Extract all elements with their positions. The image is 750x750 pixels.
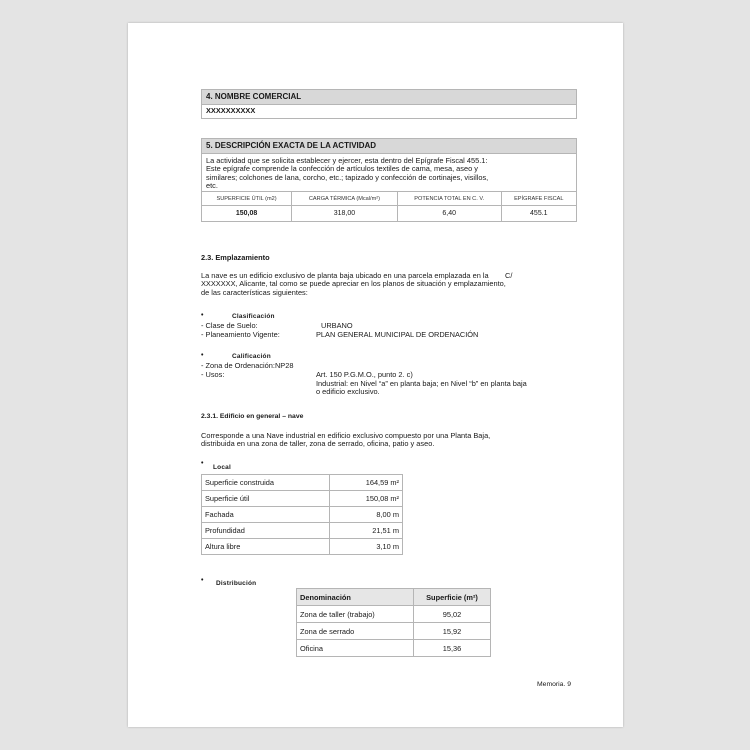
local-label-cell: Profundidad xyxy=(202,523,330,539)
edificio-heading: 2.3.1. Edificio en general – nave xyxy=(201,413,304,420)
distribucion-label-cell: Oficina xyxy=(297,640,414,657)
local-label-cell: Superficie construida xyxy=(202,475,330,491)
activity-header-cell: CARGA TÉRMICA (Mcal/m²) xyxy=(292,192,398,206)
section-descripcion-actividad xyxy=(201,138,577,222)
edificio-paragraph xyxy=(201,432,581,449)
local-value-cell: 150,08 m² xyxy=(330,491,403,507)
activity-description xyxy=(202,154,576,191)
local-label-cell: Fachada xyxy=(202,507,330,523)
activity-header-cell: POTENCIA TOTAL EN C. V. xyxy=(397,192,501,206)
paragraph-line: La nave es un edificio exclusivo de planta baja ubicado en una parcela emplazada en la C/ xyxy=(201,271,513,280)
section-4-title: 4. NOMBRE COMERCIAL xyxy=(202,90,576,105)
emplazamiento-paragraph xyxy=(201,272,581,297)
nombre-comercial-value: XXXXXXXXXX xyxy=(206,106,256,115)
bullet-icon: • xyxy=(201,352,204,359)
activity-value-cell: 318,00 xyxy=(292,206,398,222)
distribucion-table xyxy=(296,588,491,657)
planeamiento-label: - Planeamiento Vigente: xyxy=(201,330,280,339)
table-row xyxy=(202,507,403,523)
activity-header-cell: EPÍGRAFE FISCAL xyxy=(501,192,576,206)
bullet-icon: • xyxy=(201,577,204,584)
emplazamiento-heading: 2.3. Emplazamiento xyxy=(201,253,270,262)
activity-table xyxy=(202,191,576,221)
table-row xyxy=(297,623,491,640)
description-line: similares; colchones de lana, corcho, etc.; tapizado y confección de cortinajes, visillos, xyxy=(206,172,489,182)
distribucion-heading: Distribución xyxy=(216,580,257,587)
clasificacion-heading: Clasificación xyxy=(232,313,275,320)
paragraph-line: Corresponde a una Nave industrial en edificio exclusivo compuesto por una Planta Baja, xyxy=(201,431,491,440)
distribucion-label-cell: Zona de serrado xyxy=(297,623,414,640)
distribucion-header-cell: Superficie (m²) xyxy=(414,589,491,606)
paragraph-line: de las características siguientes: xyxy=(201,287,308,297)
distribucion-value-cell: 15,92 xyxy=(414,623,491,640)
table-row xyxy=(297,589,491,606)
distribucion-header-cell: Denominación xyxy=(297,589,414,606)
page-footer: Memoria. 9 xyxy=(537,681,571,688)
local-value-cell: 8,00 m xyxy=(330,507,403,523)
clase-suelo-label: - Clase de Suelo: xyxy=(201,321,258,330)
table-row xyxy=(297,640,491,657)
document-page xyxy=(128,23,623,727)
distribucion-value-cell: 15,36 xyxy=(414,640,491,657)
usos-line: Art. 150 P.G.M.O., punto 2. c) xyxy=(316,370,413,379)
activity-value-cell: 150,08 xyxy=(202,206,292,222)
description-line: Este epígrafe comprende la confección de artículos textiles de cama, mesa, aseo y xyxy=(206,164,478,174)
table-row xyxy=(202,523,403,539)
section-nombre-comercial xyxy=(201,89,577,119)
bullet-icon: • xyxy=(201,460,204,467)
distribucion-value-cell: 95,02 xyxy=(414,606,491,623)
table-row xyxy=(202,539,403,555)
paragraph-line: XXXXXXX, Alicante, tal como se puede apreciar en los planos de situación y emplazamiento, xyxy=(201,279,506,289)
local-value-cell: 3,10 m xyxy=(330,539,403,555)
paragraph-line: distribuida en una zona de taller, zona de serrado, oficina, patio y aseo. xyxy=(201,439,435,449)
description-line: etc. xyxy=(206,180,218,190)
table-row xyxy=(202,491,403,507)
local-value-cell: 21,51 m xyxy=(330,523,403,539)
bullet-icon: • xyxy=(201,312,204,319)
local-table xyxy=(201,474,403,555)
planeamiento-value: PLAN GENERAL MUNICIPAL DE ORDENACIÓN xyxy=(316,330,479,339)
distribucion-label-cell: Zona de taller (trabajo) xyxy=(297,606,414,623)
activity-value-cell: 455.1 xyxy=(501,206,576,222)
table-row xyxy=(202,475,403,491)
local-label-cell: Altura libre xyxy=(202,539,330,555)
usos-value xyxy=(316,371,586,397)
clase-suelo-value: URBANO xyxy=(321,321,353,330)
local-value-cell: 164,59 m² xyxy=(330,475,403,491)
table-row xyxy=(297,606,491,623)
usos-line: o edificio exclusivo. xyxy=(316,387,380,396)
zona-ordenacion: - Zona de Ordenación:NP28 xyxy=(201,361,294,370)
calificacion-heading: Calificación xyxy=(232,353,271,360)
activity-value-cell: 6,40 xyxy=(397,206,501,222)
local-heading: Local xyxy=(213,464,231,471)
description-line: La actividad que se solicita establecer y ejercer, esta dentro del Epígrafe Fiscal 455.1: xyxy=(206,156,488,165)
section-5-title: 5. DESCRIPCIÓN EXACTA DE LA ACTIVIDAD xyxy=(202,139,576,154)
usos-line: Industrial: en Nivel “a” en planta baja; en Nivel “b” en planta baja xyxy=(316,378,527,388)
usos-label: - Usos: xyxy=(201,370,225,379)
local-label-cell: Superficie útil xyxy=(202,491,330,507)
activity-header-cell: SUPERFICIE ÚTIL (m2) xyxy=(202,192,292,206)
